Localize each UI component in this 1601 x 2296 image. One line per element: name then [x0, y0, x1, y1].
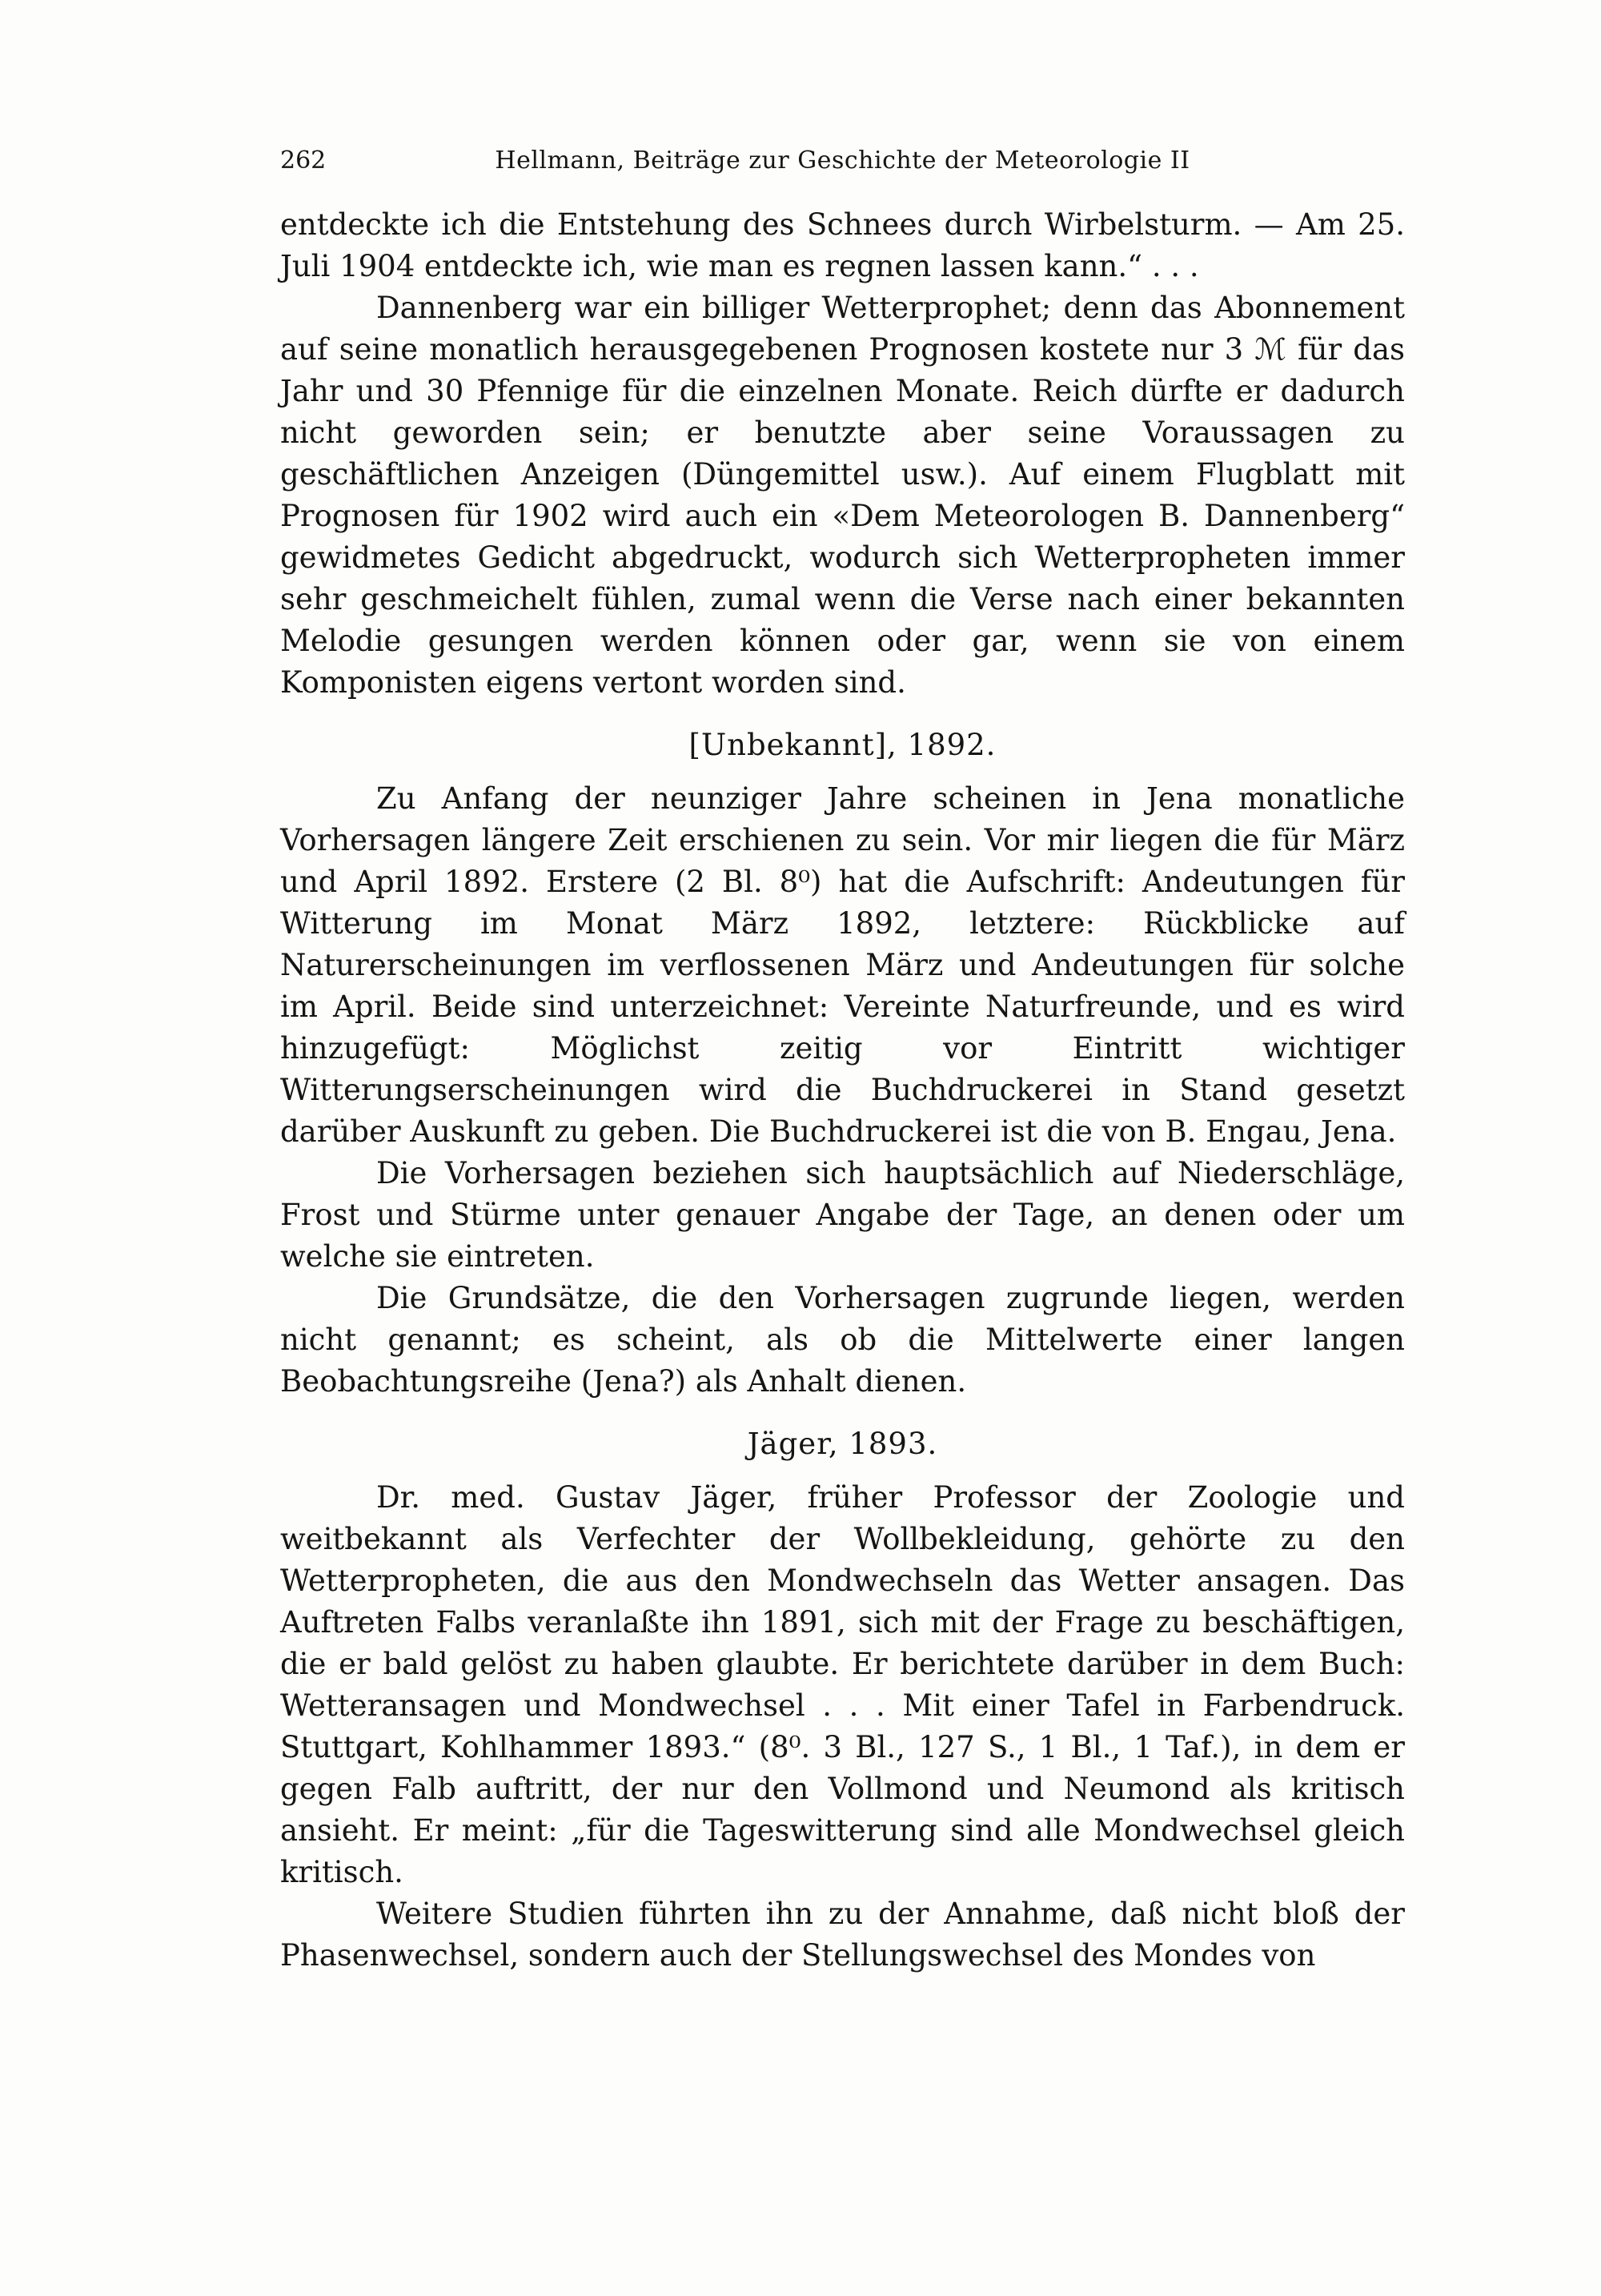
paragraph-further-studies: Weitere Studien führten ihn zu der Annahme, daß nicht bloß der Phasenwechsel, sondern auch der Stellungswechsel des Mondes von — [280, 1897, 1405, 1973]
paragraph-dannenberg: Dannenberg war ein billiger Wetterprophet; denn das Abonnement auf seine monatlich herausgegebenen Prognosen kostete nur 3 ℳ für das Jahr und 30 Pfennige für die einzelnen Monate. Reich dürfte er dadurch nicht geworden sein; er benutzte aber seine Voraussagen zu geschäftlichen Anzeigen (Düngemittel usw.). Auf einem Flugblatt mit Prognosen für 1902 wird auch ein «Dem Meteorologen B. Dannenberg“ gewidmetes Gedicht abgedruckt, wodurch sich Wetterpropheten immer sehr geschmeichelt fühlen, zumal wenn die Verse nach einer bekannten Melodie gesungen werden können oder gar, wenn sie von einem Komponisten eigens vertont worden sind. — [280, 291, 1405, 700]
running-title: Hellmann, Beiträge zur Geschichte der Meteorologie II — [495, 147, 1190, 175]
page-number: 262 — [280, 147, 327, 175]
paragraph-principles: Die Grundsätze, die den Vorhersagen zugrunde liegen, werden nicht genannt; es scheint, als ob die Mittelwerte einer langen Beobachtungsreihe (Jena?) als Anhalt dienen. — [280, 1281, 1405, 1399]
paragraph-continuation: entdeckte ich die Entstehung des Schnees durch Wirbelsturm. — Am 25. Juli 1904 entdeckte ich, wie man es regnen lassen kann.“ . . . — [280, 207, 1405, 283]
main-text — [280, 204, 1405, 1977]
section-heading-jaeger: Jäger, 1893. — [747, 1427, 938, 1461]
paragraph-forecast-content: Die Vorhersagen beziehen sich hauptsächlich auf Niederschläge, Frost und Stürme unter genauer Angabe der Tage, an denen oder um welche sie eintreten. — [280, 1156, 1405, 1274]
section-heading-unbekannt: [Unbekannt], 1892. — [688, 728, 997, 762]
paragraph-jaeger: Dr. med. Gustav Jäger, früher Professor der Zoologie und weitbekannt als Verfechter der Wollbekleidung, gehörte zu den Wetterpropheten, die aus den Mondwechseln das Wetter ansagen. Das Auftreten Falbs veranlaßte ihn 1891, sich mit der Frage zu beschäftigen, die er bald gelöst zu haben glaubte. Er berichtete darüber in dem Buch: Wetteransagen und Mondwechsel . . . Mit einer Tafel in Farbendruck. Stuttgart, Kohlhammer 1893.“ (8⁰. 3 Bl., 127 S., 1 Bl., 1 Taf.), in dem er gegen Falb auftritt, der nur den Vollmond und Neumond als kritisch ansieht. Er meint: „für die Tageswitterung sind alle Mondwechsel gleich kritisch. — [280, 1480, 1405, 1889]
page-header — [280, 147, 1405, 187]
paragraph-jena-forecasts: Zu Anfang der neunziger Jahre scheinen in Jena monatliche Vorhersagen längere Zeit erschienen zu sein. Vor mir liegen die für März und April 1892. Erstere (2 Bl. 8⁰) hat die Aufschrift: Andeutungen für Witterung im Monat März 1892, letztere: Rückblicke auf Naturerscheinungen im verflossenen März und Andeutungen für solche im April. Beide sind unterzeichnet: Vereinte Naturfreunde, und es wird hinzugefügt: Möglichst zeitig vor Eintritt wichtiger Witterungserscheinungen wird die Buchdruckerei in Stand gesetzt darüber Auskunft zu geben. Die Buchdruckerei ist die von B. Engau, Jena. — [280, 781, 1405, 1149]
